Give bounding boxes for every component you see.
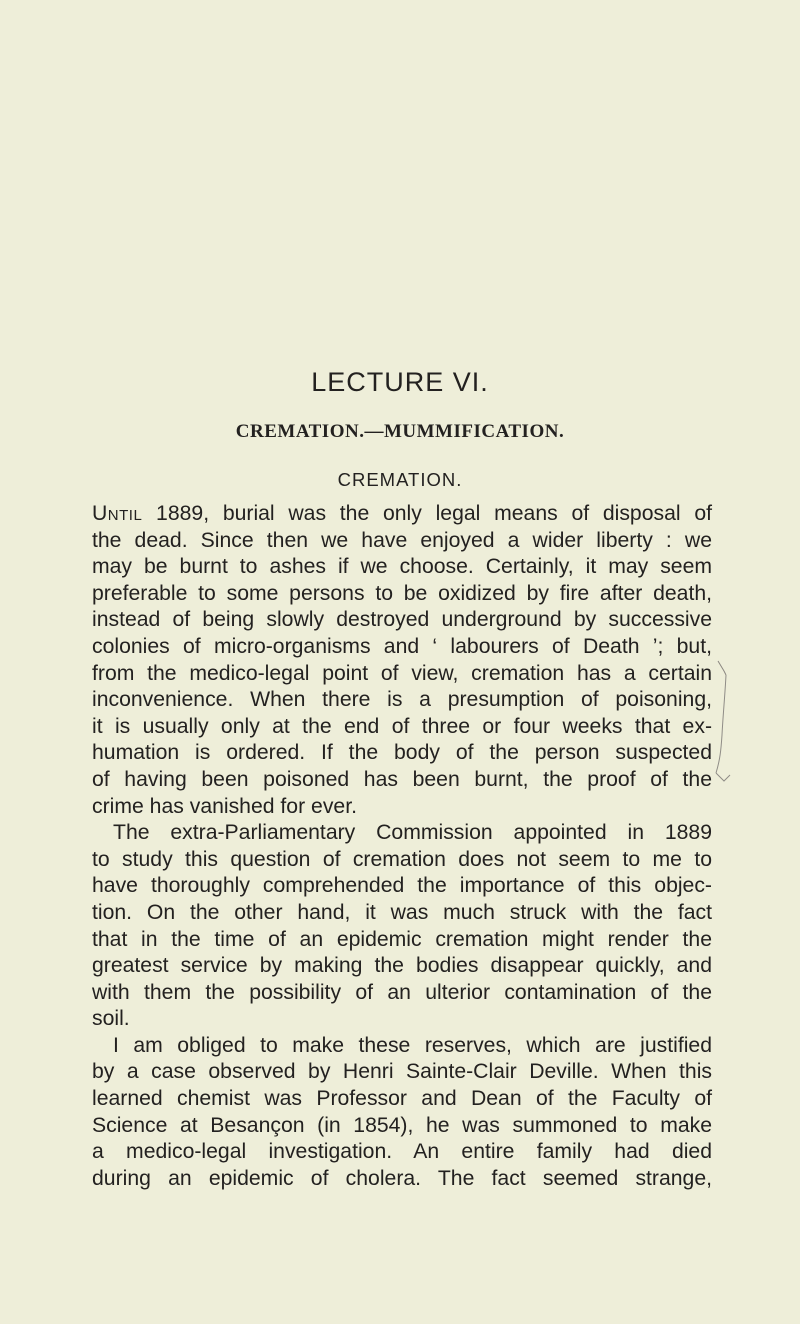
text-line: colonies of micro-organisms and ‘ labourers of Death ’; but, <box>92 634 712 658</box>
text-line: to study this question of cremation does not seem to me to <box>92 847 712 871</box>
opening-word: Until <box>92 502 143 525</box>
text-line: Science at Besançon (in 1854), he was summoned to make <box>92 1113 712 1137</box>
text-line: with them the possibility of an ulterior contamination of the <box>92 980 712 1004</box>
chapter-heading: CREMATION.—MUMMIFICATION. <box>235 421 565 442</box>
text-line: soil. <box>92 1007 130 1031</box>
pencil-margin-mark <box>704 655 744 785</box>
text-line: I am obliged to make these reserves, which are justified <box>113 1033 712 1057</box>
text-line <box>92 501 712 528</box>
text-line: by a case observed by Henri Sainte-Clair Deville. When this <box>92 1060 712 1084</box>
text-line: crime has vanished for ever. <box>92 794 357 818</box>
text-line: that in the time of an epidemic cremation might render the <box>92 927 712 951</box>
text-line: inconvenience. When there is a presumption of poisoning, <box>92 688 712 712</box>
text-line: greatest service by making the bodies disappear quickly, and <box>92 954 712 978</box>
section-heading: CREMATION. <box>337 469 463 490</box>
lecture-heading: LECTURE VI. <box>311 367 489 397</box>
text-line: of having been poisoned has been burnt, the proof of the <box>92 767 712 791</box>
text-line: humation is ordered. If the body of the person suspected <box>92 741 712 765</box>
text-line: have thoroughly comprehended the importance of this objec- <box>92 874 712 898</box>
text-line: learned chemist was Professor and Dean of the Faculty of <box>92 1087 712 1111</box>
text-line: a medico-legal investigation. An entire family had died <box>92 1140 712 1164</box>
text-line: may be burnt to ashes if we choose. Certainly, it may seem <box>92 555 712 579</box>
text-line: instead of being slowly destroyed underground by successive <box>92 608 712 632</box>
text-line: the dead. Since then we have enjoyed a wider liberty : we <box>92 528 712 552</box>
text-line-content: 1889, burial was the only legal means of disposal of <box>142 502 712 525</box>
text-line: preferable to some persons to be oxidized by fire after death, <box>92 581 712 605</box>
text-line: during an epidemic of cholera. The fact seemed strange, <box>92 1166 712 1190</box>
text-line: tion. On the other hand, it was much struck with the fact <box>92 900 712 924</box>
body-text <box>92 501 712 1192</box>
text-line: it is usually only at the end of three or four weeks that ex- <box>92 714 712 738</box>
text-line: The extra-Parliamentary Commission appointed in 1889 <box>113 821 712 845</box>
text-line: from the medico-legal point of view, cremation has a certain <box>92 661 712 685</box>
